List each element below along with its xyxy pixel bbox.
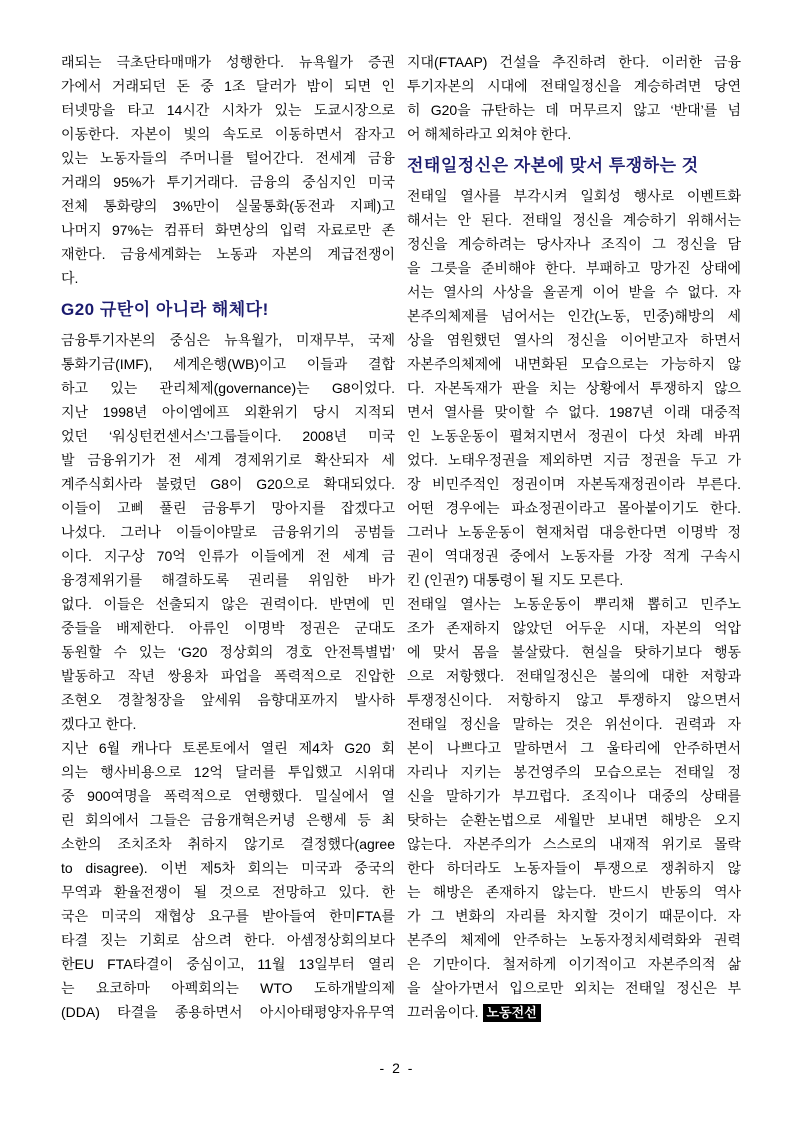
text-line: 발 금융위기가 전 세계 경제위기로 확산되자 세 [61, 452, 395, 468]
text-line: (DDA) 타결을 종용하면서 아시아태평양자유무역 [61, 1004, 395, 1020]
text-line: 다. 자본독재가 판을 치는 상황에서 투쟁하지 않으 [407, 380, 741, 396]
text-line: 타결 짓는 기회로 삼으려 한다. 아셈정상회의보다 [61, 932, 395, 948]
text-line: 었던 ‘워싱턴컨센서스’그룹들이다. 2008년 미국 [61, 428, 395, 444]
text-line: 가 그 변화의 자리를 차지할 것이기 때문이다. 자 [407, 908, 741, 924]
text-line: 전태일 정신을 말하는 것은 위선이다. 권력과 자 [407, 716, 741, 732]
text-line: 통화기금(IMF), 세계은행(WB)이고 이들과 결합 [61, 356, 395, 372]
text-line: 어 해체하라고 외쳐야 한다. [407, 126, 572, 142]
text-line: 이들이 고삐 풀린 금융투기 망아지를 잡겠다고 [61, 500, 395, 516]
text-line: 는 해방은 존재하지 않는다. 반드시 반동의 역사 [407, 884, 741, 900]
text-line: 동원할 수 있는 ‘G20 정상회의 경호 안전특별법’ [61, 644, 395, 660]
page-number: - 2 - [379, 1060, 415, 1076]
text-line: 재한다. 금융세계화는 노동과 자본의 계급전쟁이 [61, 246, 395, 262]
text-line: 린 회의에서 그들은 금융개혁은커녕 은행세 등 최 [61, 812, 395, 828]
text-line: 융경제위기를 해결하도록 권리를 위임한 바가 [61, 572, 395, 588]
text-line: 있는 노동자들의 주머니를 털어간다. 전세계 금융 [61, 150, 395, 166]
text-line: 히 G20을 규탄하는 데 머무르지 않고 ‘반대’를 넘 [407, 102, 741, 118]
text-line: 의는 행사비용으로 12억 달러를 투입했고 시위대 [61, 764, 395, 780]
text-line: 래되는 극초단타매매가 성행한다. 뉴욕월가 증권 [61, 54, 395, 70]
text-line: 무역과 환율전쟁이 될 것으로 전망하고 있다. 한 [61, 884, 395, 900]
text-line: 없다. 이들은 선출되지 않은 권력이다. 반면에 민 [61, 596, 395, 612]
text-line: 금융투기자본의 중심은 뉴욕월가, 미재무부, 국제 [61, 332, 395, 348]
text-line: 거래의 95%가 투기거래다. 금융의 중심지인 미국 [61, 174, 395, 190]
right-column [407, 50, 741, 1024]
text-line: 조현오 경찰청장을 앞세워 음향대포까지 발사하 [61, 692, 395, 708]
text-line: 전태일 열사를 부각시켜 일회성 행사로 이벤트화 [407, 188, 741, 204]
text-line: 터넷망을 타고 14시간 시차가 있는 도쿄시장으로 [61, 102, 395, 118]
text-line: 는 요코하마 아펙회의는 WTO 도하개발의제 [61, 980, 395, 996]
text-line: 본주의 체제에 안주하는 노동자정치세력화와 권력 [407, 932, 741, 948]
text-line: 투쟁정신이다. 저항하지 않고 투쟁하지 않으면서 [407, 692, 741, 708]
text-line: 은 기만이다. 철저하게 이기적이고 자본주의적 삶 [407, 956, 741, 972]
text-line: 상을 염원했던 열사의 정신을 이어받고자 하면서 [407, 332, 741, 348]
text-line: 소한의 조치조차 취하지 않기로 결정했다(agree [61, 836, 395, 852]
text-line: 지난 1998년 아이엠에프 외환위기 당시 지적되 [61, 404, 395, 420]
text-line: 본주의체제를 넘어서는 인간(노동, 민중)해방의 세 [407, 308, 741, 324]
text-line: 한EU FTA타결이 중심이고, 11월 13일부터 열리 [61, 956, 395, 972]
text-line: 자리나 지키는 봉건영주의 모습으로는 전태일 정 [407, 764, 741, 780]
text-line: 을 그릇을 준비해야 한다. 부패하고 망가진 상태에 [407, 260, 741, 276]
text-line: 계주식회사라 불렸던 G8이 G20으로 확대되었다. [61, 476, 395, 492]
text-line: 끄러움이다. 노동전선 [407, 1000, 741, 1024]
text-line: 발동하고 작년 쌍용차 파업을 폭력적으로 진압한 [61, 668, 395, 684]
text-line: 킨 (인권?) 대통령이 될 지도 모른다. [407, 572, 624, 588]
text-line: 지난 6월 캐나다 토론토에서 열린 제4차 G20 회 [61, 740, 395, 756]
text-line: 자본주의체제에 내면화된 모습으로는 가능하지 않 [407, 356, 741, 372]
text-line: 겠다고 한다. [61, 716, 137, 732]
text-line: to disagree). 이번 제5차 회의는 미국과 중국의 [61, 860, 395, 876]
text-line: 면서 열사를 맞이할 수 없다. 1987년 이래 대중적 [407, 404, 741, 420]
text-line: 으로 저항했다. 전태일정신은 불의에 대한 저항과 [407, 668, 741, 684]
text-line: 어떤 경우에는 파쇼정권이라고 몰아붙이기도 한다. [407, 500, 741, 516]
text-line: 을 살아가면서 입으로만 외치는 전태일 정신은 부 [407, 980, 741, 996]
text-line: 한다 하더라도 노동자들이 투쟁으로 쟁취하지 않 [407, 860, 741, 876]
left-column [61, 50, 395, 1024]
text-line: 장 비민주적인 정권이며 자본독재정권이라 부른다. [407, 476, 741, 492]
text-line: 신을 말하기가 부끄럽다. 조직이나 대중의 상태를 [407, 788, 741, 804]
section-heading: G20 규탄이 아니라 해체다! [61, 300, 269, 319]
text-line: 나섰다. 그러나 이들이야말로 금융위기의 공범들 [61, 524, 395, 540]
text-line: 국은 미국의 재협상 요구를 받아들여 한미FTA를 [61, 908, 395, 924]
text-line: 서는 열사의 사상을 올곧게 이어 받을 수 없다. 자 [407, 284, 741, 300]
text-line: 이동한다. 자본이 빛의 속도로 이동하면서 잠자고 [61, 126, 395, 142]
text-line: 투기자본의 시대에 전태일정신을 계승하려면 당연 [407, 78, 741, 94]
text-line: 다. [61, 270, 79, 286]
publication-badge: 노동전선 [483, 1004, 541, 1022]
section-heading: 전태일정신은 자본에 맞서 투쟁하는 것 [407, 156, 699, 175]
text-line: 해서는 안 된다. 전태일 정신을 계승하기 위해서는 [407, 212, 741, 228]
text-line: 에 맞서 몸을 불살랐다. 현실을 탓하기보다 행동 [407, 644, 741, 660]
text-line: 중 900여명을 폭력적으로 연행했다. 밀실에서 열 [61, 788, 395, 804]
text-line: 나머지 97%는 컴퓨터 화면상의 입력 자료로만 존 [61, 222, 395, 238]
text-line: 권이 역대정권 중에서 노동자를 가장 적게 구속시 [407, 548, 741, 564]
text-line: 그러나 노동운동이 현재처럼 대응한다면 이명박 정 [407, 524, 741, 540]
text-line: 않는다. 자본주의가 스스로의 내재적 위기로 몰락 [407, 836, 741, 852]
text-line: 중들을 배제한다. 아류인 이명박 정권은 군대도 [61, 620, 395, 636]
text-line: 인 노동운동이 펼쳐지면서 정권이 다섯 차례 바뀌 [407, 428, 741, 444]
text-line: 하고 있는 관리체제(governance)는 G8이었다. [61, 380, 395, 396]
text-line: 가에서 거래되던 돈 중 1조 달러가 밤이 되면 인 [61, 78, 395, 94]
text-line: 이다. 지구상 70억 인류가 이들에게 전 세계 금 [61, 548, 395, 564]
text-line: 본이 나쁘다고 말하면서 그 울타리에 안주하면서 [407, 740, 741, 756]
text-line: 었다. 노태우정권을 제외하면 지금 정권을 두고 가 [407, 452, 741, 468]
text-line: 정신을 계승하려는 당사자나 조직이 그 정신을 담 [407, 236, 741, 252]
text-line: 전체 통화량의 3%만이 실물통화(동전과 지폐)고 [61, 198, 395, 214]
text-line: 탓하는 순환논법으로 세월만 보내면 해방은 오지 [407, 812, 741, 828]
two-column-layout [61, 50, 741, 1024]
text-line: 조가 존재하지 않았던 어두운 시대, 자본의 억압 [407, 620, 741, 636]
text-line: 전태일 열사는 노동운동이 뿌리채 뽑히고 민주노 [407, 596, 741, 612]
text-line: 지대(FTAAP) 건설을 추진하려 한다. 이러한 금융 [407, 54, 741, 70]
